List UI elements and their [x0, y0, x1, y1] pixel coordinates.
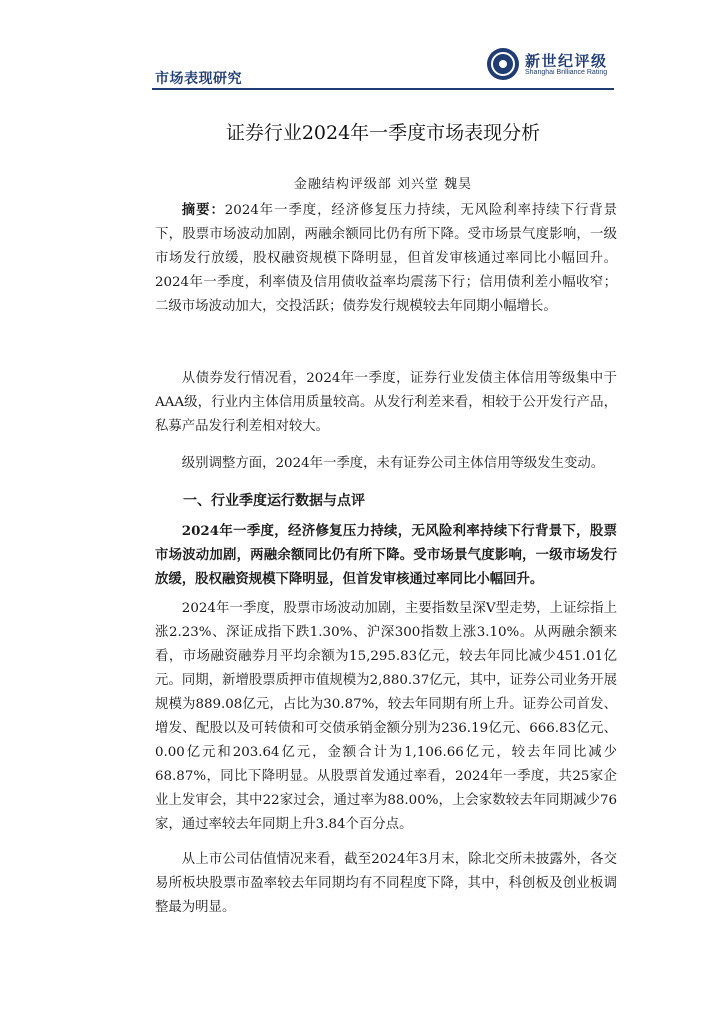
market-data-paragraph: 2024年一季度，股票市场波动加剧，主要指数呈深V型走势，上证综指上涨2.23%、深证成指下跌1.30%、沪深300指数上涨3.10%。从两融余额来看，市场融资融券月平均余额为15,295.83亿元，较去年同比减少451.01亿元。同期，新增股票质押市值规模为2,880.37亿元，其中，证券公司业务开展规模为889.08亿元，占比为30.87%，较去年同期有所上升。证券公司首发、增发、配股以及可转债和可交债承销金额分别为236.19亿元、666.83亿元、0.00亿元和203.64亿元，金额合计为1,106.66亿元，较去年同比减少68.87%，同比下降明显。从股票首发通过率看，2024年一季度，共25家企业上发审会，其中22家过会，通过率为88.00%，上会家数较去年同期减少76家，通过率较去年同期上升3.84个百分点。	[155, 601, 617, 832]
section-heading-1: 一、行业季度运行数据与点评	[183, 493, 365, 509]
company-logo	[487, 48, 617, 82]
authors-line: 金融结构评级部 刘兴堂 魏昊	[293, 177, 473, 192]
rating-adjustment-paragraph: 级别调整方面，2024年一季度，未有证券公司主体信用等级发生变动。	[181, 456, 605, 471]
bond-issuance-paragraph: 从债券发行情况看，2024年一季度，证券行业发债主体信用等级集中于AAA级，行业内主体信用质量较高。从发行利差来看，相较于公开发行产品，私募产品发行利差相对较大。	[155, 371, 617, 434]
page-title: 证券行业2024年一季度市场表现分析	[225, 122, 541, 144]
header-divider	[152, 88, 614, 90]
logo-english-name: Shanghai Brilliance Rating	[525, 69, 608, 76]
abstract-text: 2024年一季度，经济修复压力持续，无风险利率持续下行背景下，股票市场波动加剧，两融余额同比仍有所下降。受市场景气度影响，一级市场发行放缓，股权融资规模下降明显，但首发审核通过率同比小幅回升。2024年一季度，利率债及信用债收益率均震荡下行；信用债利差小幅收窄；二级市场波动加大，交投活跃；债券发行规模较去年同期小幅增长。	[155, 203, 618, 314]
logo-emblem-icon	[487, 48, 519, 80]
abstract-paragraph	[155, 198, 617, 319]
abstract-label: 摘要：	[181, 202, 225, 218]
valuation-paragraph: 从上市公司估值情况来看，截至2024年3月末，除北交所未披露外，各交易所板块股票市盈率较去年同期均有不同程度下降，其中，科创板及创业板调整最为明显。	[155, 852, 617, 915]
header-section-label: 市场表现研究	[155, 71, 242, 87]
section-summary-paragraph: 2024年一季度，经济修复压力持续，无风险利率持续下行背景下，股票市场波动加剧，两融余额同比仍有所下降。受市场景气度影响，一级市场发行放缓，股权融资规模下降明显，但首发审核通过率同比小幅回升。	[155, 523, 617, 587]
logo-chinese-name: 新世纪评级	[525, 52, 608, 70]
